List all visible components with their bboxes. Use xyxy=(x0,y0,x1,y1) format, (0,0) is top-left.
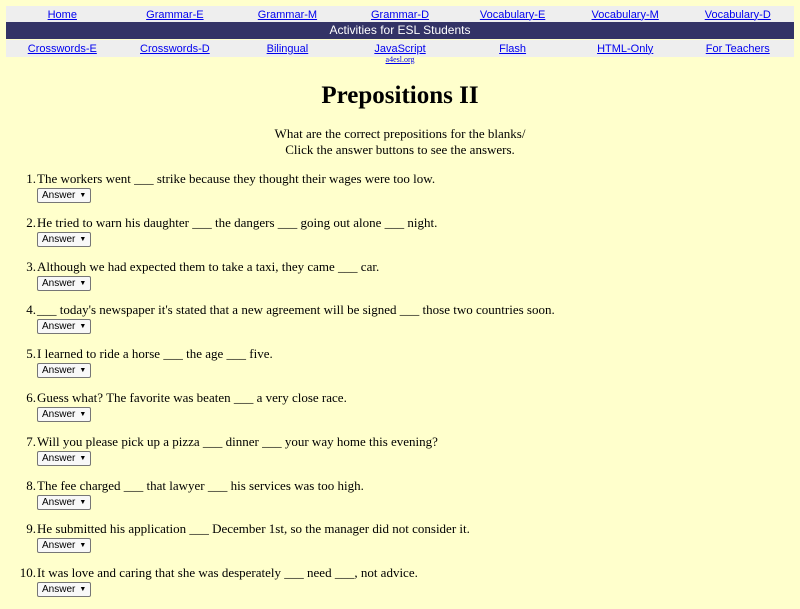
question-text: It was love and caring that she was desperately ___ need ___, not advice. xyxy=(37,565,418,581)
answer-dropdown-button[interactable] xyxy=(37,319,91,334)
nav-link-vocabulary-d[interactable]: Vocabulary-D xyxy=(704,8,771,21)
answer-label: Answer xyxy=(42,190,76,201)
top-nav-bar xyxy=(6,6,794,23)
instructions-line-2: Click the answer buttons to see the answers. xyxy=(285,142,515,157)
nav-link-bilingual[interactable]: Bilingual xyxy=(266,42,309,55)
answer-dropdown-button[interactable] xyxy=(37,188,91,203)
answer-dropdown-button[interactable] xyxy=(37,538,91,553)
caret-down-icon: ▼ xyxy=(79,542,87,550)
question-text: Although we had expected them to take a taxi, they came ___ car. xyxy=(37,258,380,274)
nav-link-vocabulary-m[interactable]: Vocabulary-M xyxy=(591,8,659,21)
nav-link-grammar-m[interactable]: Grammar-M xyxy=(257,8,318,21)
page-title: Prepositions II xyxy=(321,82,479,109)
answer-dropdown-button[interactable] xyxy=(37,407,91,422)
answer-dropdown-button[interactable] xyxy=(37,276,91,291)
question-item xyxy=(0,302,800,346)
instructions xyxy=(0,126,800,158)
site-home-link[interactable]: a4esl.org xyxy=(385,55,415,64)
nav-link-html-only[interactable]: HTML-Only xyxy=(597,42,654,55)
answer-label: Answer xyxy=(42,584,76,596)
caret-down-icon: ▼ xyxy=(79,323,87,331)
site-banner: Activities for ESL Students xyxy=(6,22,794,39)
question-text: He submitted his application ___ December 1st, so the manager did not consider it. xyxy=(37,521,470,537)
nav-link-for-teachers[interactable]: For Teachers xyxy=(705,42,770,55)
question-number: 5. xyxy=(26,346,36,362)
nav-link-flash[interactable]: Flash xyxy=(499,42,527,55)
answer-dropdown-button[interactable] xyxy=(37,582,91,597)
question-text: ___ today's newspaper it's stated that a new agreement will be signed ___ those two countries soon. xyxy=(37,302,555,318)
question-item xyxy=(0,434,800,478)
question-item xyxy=(0,346,800,390)
answer-dropdown-button[interactable] xyxy=(37,232,91,247)
question-text: The workers went ___ strike because they thought their wages were too low. xyxy=(37,171,436,186)
question-number: 9. xyxy=(26,521,36,537)
caret-down-icon: ▼ xyxy=(79,367,87,375)
question-text: The fee charged ___ that lawyer ___ his services was too high. xyxy=(37,477,364,493)
question-text: Will you please pick up a pizza ___ dinner ___ your way home this evening? xyxy=(37,433,438,449)
question-item xyxy=(0,215,800,259)
question-item xyxy=(0,390,800,434)
question-item xyxy=(0,259,800,303)
answer-label: Answer xyxy=(42,452,76,464)
caret-down-icon: ▼ xyxy=(79,454,87,462)
question-text: Guess what? The favorite was beaten ___ a very close race. xyxy=(37,389,347,405)
instructions-line-1: What are the correct prepositions for the blanks/ xyxy=(274,126,526,141)
question-number: 6. xyxy=(26,389,36,405)
caret-down-icon: ▼ xyxy=(79,498,87,506)
question-number: 2. xyxy=(26,214,36,230)
answer-dropdown-button[interactable] xyxy=(37,363,91,378)
nav-link-crosswords-e[interactable]: Crosswords-E xyxy=(27,42,97,55)
caret-down-icon: ▼ xyxy=(79,586,87,594)
question-text: He tried to warn his daughter ___ the dangers ___ going out alone ___ night. xyxy=(37,214,438,230)
question-number: 3. xyxy=(26,258,36,274)
answer-dropdown-button[interactable] xyxy=(37,495,91,510)
question-number: 7. xyxy=(26,433,36,449)
answer-label: Answer xyxy=(42,365,76,377)
question-list xyxy=(0,171,800,609)
caret-down-icon: ▼ xyxy=(79,410,87,418)
nav-link-grammar-d[interactable]: Grammar-D xyxy=(370,8,430,21)
question-item xyxy=(0,521,800,565)
question-number: 8. xyxy=(26,477,36,493)
answer-label: Answer xyxy=(42,321,76,333)
caret-down-icon: ▼ xyxy=(79,279,87,287)
answer-label: Answer xyxy=(42,496,76,508)
question-text: I learned to ride a horse ___ the age ___ five. xyxy=(37,346,273,362)
answer-label: Answer xyxy=(42,277,76,289)
nav-link-grammar-e[interactable]: Grammar-E xyxy=(146,8,204,21)
question-item xyxy=(0,565,800,609)
caret-down-icon: ▼ xyxy=(79,192,87,199)
question-number: 1. xyxy=(26,171,36,186)
nav-link-crosswords-d[interactable]: Crosswords-D xyxy=(140,42,210,55)
answer-dropdown-button[interactable] xyxy=(37,451,91,466)
caret-down-icon: ▼ xyxy=(79,235,87,243)
nav-link-home[interactable]: Home xyxy=(47,8,77,21)
answer-label: Answer xyxy=(42,540,76,552)
answer-label: Answer xyxy=(42,233,76,245)
answer-label: Answer xyxy=(42,408,76,420)
question-number: 4. xyxy=(26,302,36,318)
question-item xyxy=(0,478,800,522)
nav-link-javascript[interactable]: JavaScript xyxy=(374,42,426,55)
question-item xyxy=(0,171,800,215)
question-number: 10. xyxy=(19,565,36,581)
nav-link-vocabulary-e[interactable]: Vocabulary-E xyxy=(479,8,546,21)
